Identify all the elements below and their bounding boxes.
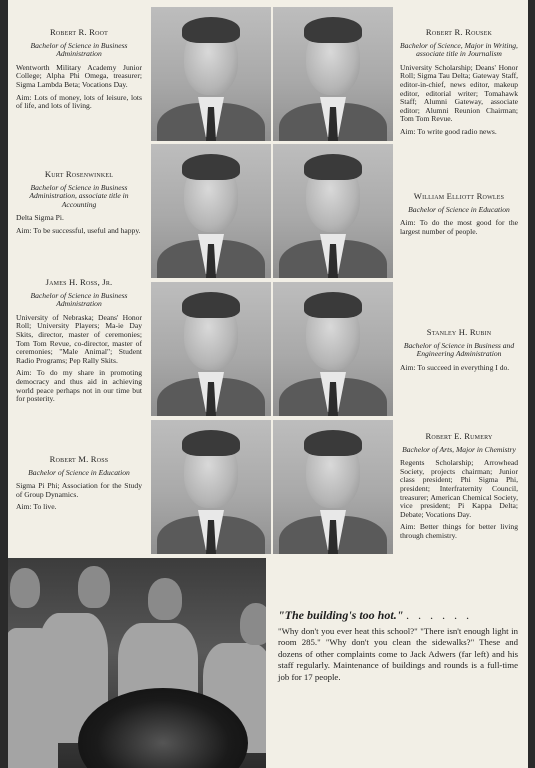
senior-aim: Aim: To do the most good for the largest number of people.: [400, 218, 518, 236]
maintenance-staff-photo: [8, 558, 266, 768]
portrait-photo: [273, 282, 393, 416]
senior-aim: Aim: To succeed in everything I do.: [400, 362, 510, 372]
senior-name: Stanley H. Rubin: [426, 327, 492, 337]
senior-activities: Sigma Pi Phi; Association for the Study of Group Dynamics.: [16, 481, 142, 499]
senior-activities: University of Nebraska; Deans' Honor Roll; University Players; Ma-ie Day Skits, director, master of ceremonies; Tom Tom Revue, co-director, master of ceremonies; "Male Animal"; Student Radio Programs; Pep Rally Skits.: [16, 312, 142, 365]
senior-entry: [16, 170, 142, 236]
portrait-photo: [151, 420, 271, 554]
portrait-photo: [273, 144, 393, 278]
senior-entry: [400, 28, 518, 137]
senior-aim: Aim: Lots of money, lots of leisure, lots of life, and lots of living.: [16, 92, 142, 111]
senior-degree: Bachelor of Science, Major in Writing, associate title in Journalism: [400, 40, 518, 59]
senior-aim: Aim: To be successful, useful and happy.: [16, 225, 141, 235]
caption-title-text: "The building's too hot.": [278, 608, 404, 622]
senior-entry: [16, 455, 142, 512]
portrait-photo: [273, 7, 393, 141]
senior-aim: Aim: To do my share in promoting democracy and thus aid in achieving world peace perhaps not in our time but for posterity.: [16, 368, 142, 404]
senior-activities: Wentworth Military Academy Junior College; Alpha Phi Omega, treasurer; Sigma Lambda Beta; Vocations Day.: [16, 62, 142, 89]
portrait-photo: [151, 144, 271, 278]
senior-name: Robert M. Ross: [49, 454, 109, 464]
senior-name: Robert R. Rousek: [425, 27, 493, 37]
senior-activities: University Scholarship; Deans' Honor Roll; Sigma Tau Delta; Gateway Staff, editor-in-chief, news editor, makeup editor, editorial writer; Tomahawk Staff; Alumni Gateway, associate editor; Alumni Reunion Chairman; Tom Tom Revue.: [400, 62, 518, 124]
senior-name: Kurt Rosenwinkel: [44, 169, 114, 179]
senior-degree: Bachelor of Science in Business Administration, associate title in Accounting: [29, 182, 129, 209]
caption-title: [278, 608, 518, 623]
senior-degree: Bachelor of Science in Business Administration: [30, 290, 128, 309]
senior-degree: Bachelor of Arts, Major in Chemistry: [402, 444, 516, 454]
senior-aim: Aim: Better things for better living through chemistry.: [400, 522, 518, 540]
portrait-photo: [151, 7, 271, 141]
senior-name: William Elliott Rowles: [413, 191, 505, 201]
senior-activities: Regents Scholarship; Arrowhead Society, projects chairman; Junior class president; Phi Sigma Phi, president; Interfraternity Council, treasurer; American Chemical Society, vice president; Pi Kappa Delta; Debate; Vocations Day.: [400, 458, 518, 519]
senior-degree: Bachelor of Science in Education: [28, 467, 130, 477]
senior-name: Robert E. Rumery: [425, 431, 493, 441]
senior-aim: Aim: To live.: [16, 502, 57, 512]
senior-entry: [400, 192, 518, 236]
senior-activities: Delta Sigma Pi.: [16, 213, 64, 223]
caption-body: "Why don't you ever heat this school?" "There isn't enough light in room 285." "Why don't you clean the sidewalks?" These and dozens of other complaints come to Jack Adwers (far left) and his staff regularly. Maintenance of buildings and rounds is a full-time job for 17 people.: [278, 626, 518, 682]
portrait-photo: [151, 282, 271, 416]
senior-entry: [400, 328, 518, 372]
yearbook-page: [8, 0, 528, 768]
portrait-photo: [273, 420, 393, 554]
caption-dots: . . . . . .: [406, 608, 473, 622]
senior-entry: [16, 28, 142, 111]
senior-degree: Bachelor of Science in Business Administration: [30, 40, 128, 59]
senior-name: James H. Ross, Jr.: [45, 277, 113, 287]
senior-degree: Bachelor of Science in Business and Engineering Administration: [403, 340, 515, 359]
senior-name: Robert R. Root: [49, 27, 109, 37]
senior-entry: [16, 278, 142, 404]
senior-degree: Bachelor of Science in Education: [408, 204, 510, 214]
senior-entry: [400, 432, 518, 541]
senior-aim: Aim: To write good radio news.: [400, 126, 497, 136]
photo-caption: [278, 608, 518, 683]
